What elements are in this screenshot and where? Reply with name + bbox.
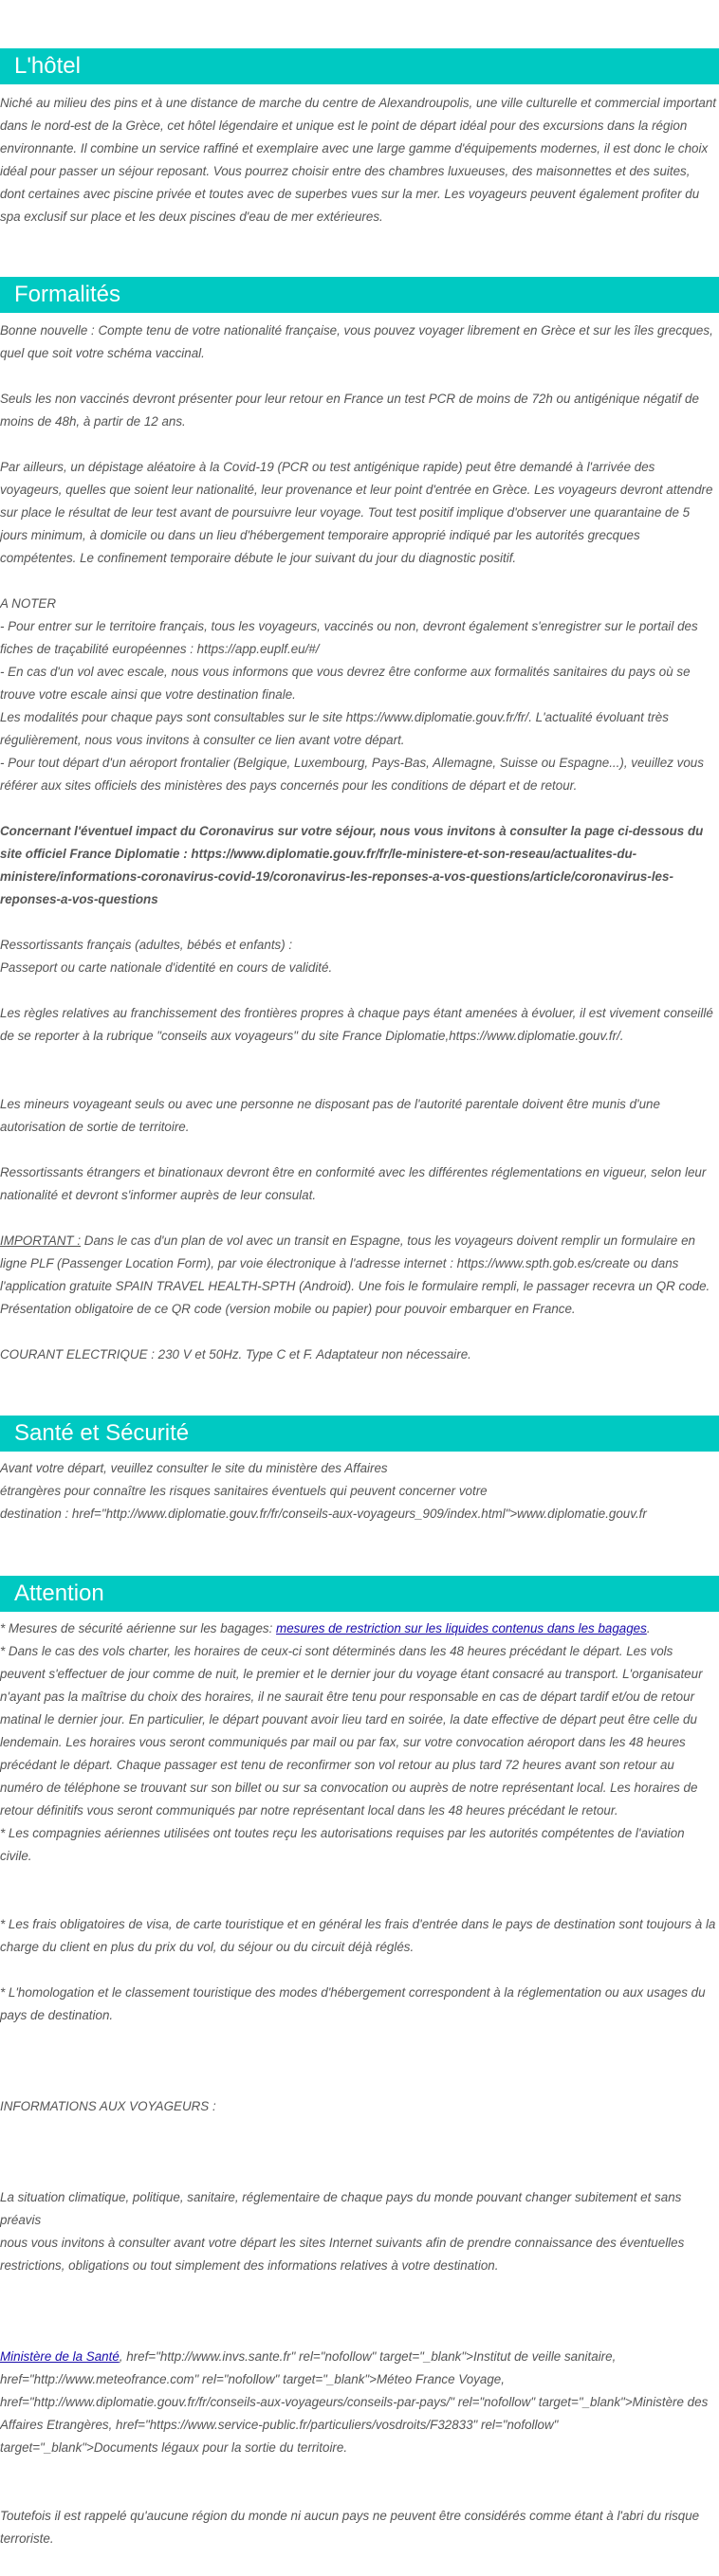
paragraph: INFORMATIONS AUX VOYAGEURS :	[0, 2099, 216, 2113]
text: , href="http://www.invs.sante.fr" rel="nofollow" target="_blank">Institut de veille sanitaire, href="http://www.meteofrance.com" rel="nofollow" target="_blank">Méteo France Voyage, href="http://www.diplomatie.gouv.fr/fr/conseils-aux-voyageurs/conseils-par-pays/" rel="nofollow" target="_blank">Ministère des Affaires Etrangères, href="https://www.service-public.fr/particuliers/vosdroits/F32833" rel="nofollow" target="_blank">Documents légaux pour la sortie du territoire.	[0, 2349, 709, 2455]
paragraph: destination : href="http://www.diplomatie.gouv.fr/fr/conseils-aux-voyageurs_909/index.html">www.diplomatie.gouv.fr	[0, 1507, 647, 1521]
note-item: - Pour entrer sur le territoire français, tous les voyageurs, vaccinés ou non, devront également s'enregistrer sur le portail des fiches de traçabilité européennes : https://app.euplf.eu/#/	[0, 619, 698, 656]
etrangers	[0, 1161, 717, 1207]
formalites-note	[0, 593, 717, 797]
paragraph: * L'homologation et le classement touristique des modes d'hébergement correspondent à la réglementation ou aux usages du pays de destination.	[0, 1985, 706, 2022]
hotel-description	[0, 92, 717, 228]
formalites-p1	[0, 320, 717, 365]
regles-frontieres	[0, 1002, 717, 1048]
courant-electrique	[0, 1343, 717, 1366]
paragraph: nous vous invitons à consulter avant votre départ les sites Internet suivants afin de prendre connaissance des éventuelles restrictions, obligations ou tout simplement des informations relatives à votre destination.	[0, 2236, 685, 2273]
note-item: Les modalités pour chaque pays sont consultables sur le site https://www.diplomatie.gouv.fr/fr/. L'actualité évoluant très régulièrement, nous vous invitons à consulter ce lien avant votre départ.	[0, 710, 669, 747]
paragraph: Les règles relatives au franchissement des frontières propres à chaque pays étant amenées à évoluer, il est vivement conseillé de se reporter à la rubrique "conseils aux voyageurs" du site France Diplomatie,https://www.diplomatie.gouv.fr/.	[0, 1006, 713, 1043]
sante-text	[0, 1457, 717, 1526]
paragraph: Les mineurs voyageant seuls ou avec une personne ne disposant pas de l'autorité parentale doivent être munis d'une autorisation de sortie de territoire.	[0, 1097, 660, 1134]
paragraph	[0, 2346, 717, 2459]
text: * Mesures de sécurité aérienne sur les bagages:	[0, 1621, 277, 1635]
section-title: Formalités	[14, 282, 121, 307]
coronavirus-notice	[0, 820, 717, 911]
paragraph: Concernant l'éventuel impact du Coronavirus sur votre séjour, nous vous invitons à consulter la page ci-dessous du site officiel France Diplomatie : https://www.diplomatie.gouv.fr/fr/le-ministere-et-son-reseau/actualites-du-ministere/informations-coronavirus-covid-19/coronavirus-les-reponses-a-vos-questions/article/coronavirus-les-reponses-a-vos-questions	[0, 824, 704, 906]
attention-visa	[0, 1913, 717, 1959]
info-voyageurs-title	[0, 2095, 717, 2118]
paragraph: Seuls les non vaccinés devront présenter pour leur retour en France un test PCR de moins de 72h ou antigénique négatif de moins de 48h, à partir de 12 ans.	[0, 392, 699, 429]
paragraph: Toutefois il est rappelé qu'aucune région du monde ni aucun pays ne peuvent être considérés comme étant à l'abri du risque terroriste.	[0, 2509, 700, 2546]
section-header-attention	[0, 1576, 719, 1612]
paragraph: Ressortissants français (adultes, bébés et enfants) :	[0, 938, 293, 952]
paragraph: * Dans le cas des vols charter, les horaires de ceux-ci sont déterminés dans les 48 heures précédant le départ. Les vols peuvent s'effectuer de jour comme de nuit, le premier et le dernier jour du voyage étant consacré au transport. L'organisateur n'ayant pas la maîtrise du choix des horaires, il ne saurait être tenu pour responsable en cas de départ tardif et/ou de retour matinal le dernier jour. En particulier, le départ pouvant avoir lieu tard en soirée, la date effective de départ peut être celle du lendemain. Les horaires vous seront communiqués par mail ou par fax, sur votre convocation aéroport dans les 48 heures précédant le départ. Chaque passager est tenu de reconfirmer son vol retour au plus tard 72 heures avant son retour au numéro de téléphone se trouvant sur son billet ou sur sa convocation ou auprès de notre représentant local. Les horaires de retour définitifs vous seront communiqués par notre représentant local dans les 48 heures précédant le retour.	[0, 1644, 703, 1818]
note-item: - En cas d'un vol avec escale, nous vous informons que vous devrez être conforme aux formalités sanitaires du pays où se trouve votre escale ainsi que votre destination finale.	[0, 665, 691, 702]
paragraph: étrangères pour connaître les risques sanitaires éventuels qui peuvent concerner votre	[0, 1484, 488, 1498]
note-title: A NOTER	[0, 596, 57, 611]
situation-text	[0, 2186, 717, 2277]
section-title: Attention	[14, 1580, 104, 1606]
terror-notice	[0, 2505, 717, 2550]
note-item: - Pour tout départ d'un aéroport frontalier (Belgique, Luxembourg, Pays-Bas, Allemagne, Suisse ou Espagne...), veuillez vous référer aux sites officiels des ministères des pays concernés pour les conditions de départ et de retour.	[0, 756, 704, 793]
important-text: Dans le cas d'un plan de vol avec un transit en Espagne, tous les voyageurs doivent remplir un formulaire en ligne PLF (Passenger Location Form), par voie électronique à l'adresse internet : https://www.spth.gob.es/create ou dans l'application gratuite SPAIN TRAVEL HEALTH-SPTH (Android). Une fois le formulaire rempli, le passager recevra un QR code. Présentation obligatoire de ce QR code (version mobile ou papier) pour pouvoir embarquer en France.	[0, 1233, 710, 1316]
liquid-restrictions-link[interactable]: mesures de restriction sur les liquides contenus dans les bagages	[276, 1621, 647, 1635]
paragraph: * Les compagnies aériennes utilisées ont toutes reçu les autorisations requises par les autorités compétentes de l'aviation civile.	[0, 1826, 685, 1863]
paragraph	[0, 1617, 717, 1640]
paragraph: Avant votre départ, veuillez consulter le site du ministère des Affaires	[0, 1461, 388, 1475]
ministere-sante-link[interactable]: Ministère de la Santé	[0, 2349, 120, 2364]
formalites-p3	[0, 456, 717, 570]
text: .	[646, 1621, 651, 1635]
section-title: Santé et Sécurité	[14, 1420, 190, 1446]
important-label: IMPORTANT :	[0, 1233, 82, 1248]
paragraph: La situation climatique, politique, sanitaire, réglementaire de chaque pays du monde pouvant changer subitement et sans préavis	[0, 2190, 682, 2227]
section-header-formalites	[0, 277, 719, 313]
hotel-text: Niché au milieu des pins et à une distance de marche du centre de Alexandroupolis, une ville culturelle et commercial important dans le nord-est de la Grèce, cet hôtel légendaire et unique est le point de départ idéal pour des excursions dans la région environnante. Il combine un service raffiné et exemplaire avec une large gamme d'équipements modernes, il est donc le choix idéal pour passer un séjour reposant. Vous pourrez choisir entre des chambres luxueuses, des maisonnettes et des suites, dont certaines avec piscine privée et toutes avec de superbes vues sur la mer. Les voyageurs peuvent également profiter du spa exclusif sur place et les deux piscines d'eau de mer extérieures.	[0, 96, 716, 224]
section-title: L'hôtel	[14, 53, 81, 79]
ressortissants	[0, 934, 717, 979]
paragraph: * Les frais obligatoires de visa, de carte touristique et en général les frais d'entrée dans le pays de destination sont toujours à la charge du client en plus du prix du vol, du séjour ou du circuit déjà réglés.	[0, 1917, 716, 1954]
paragraph: Passeport ou carte nationale d'identité en cours de validité.	[0, 960, 333, 975]
important-notice	[0, 1230, 717, 1321]
paragraph: Ressortissants étrangers et binationaux devront être en conformité avec les différentes réglementations en vigueur, selon leur nationalité et devront s'informer auprès de leur consulat.	[0, 1165, 707, 1202]
paragraph: Bonne nouvelle : Compte tenu de votre nationalité française, vous pouvez voyager librement en Grèce et sur les îles grecques, quel que soit votre schéma vaccinal.	[0, 323, 713, 360]
useful-links	[0, 2346, 717, 2459]
paragraph: Par ailleurs, un dépistage aléatoire à la Covid-19 (PCR ou test antigénique rapide) peut être demandé à l'arrivée des voyageurs, quelles que soient leur nationalité, leur provenance et leur point d'entrée en Grèce. Les voyageurs devront attendre sur place le résultat de leur test avant de poursuivre leur voyage. Tout test positif implique d'observer une quarantaine de 5 jours minimum, à domicile ou dans un lieu d'hébergement temporaire approprié indiqué par les autorités grecques compétentes. Le confinement temporaire débute le jour suivant du jour du diagnostic positif.	[0, 460, 713, 565]
paragraph	[0, 1230, 717, 1321]
attention-homologation	[0, 1982, 717, 2027]
section-header-sante	[0, 1416, 719, 1452]
attention-text	[0, 1617, 717, 1868]
section-header-hotel	[0, 48, 719, 84]
formalites-p2	[0, 388, 717, 433]
paragraph: COURANT ELECTRIQUE : 230 V et 50Hz. Type C et F. Adaptateur non nécessaire.	[0, 1347, 471, 1361]
mineurs	[0, 1093, 717, 1139]
